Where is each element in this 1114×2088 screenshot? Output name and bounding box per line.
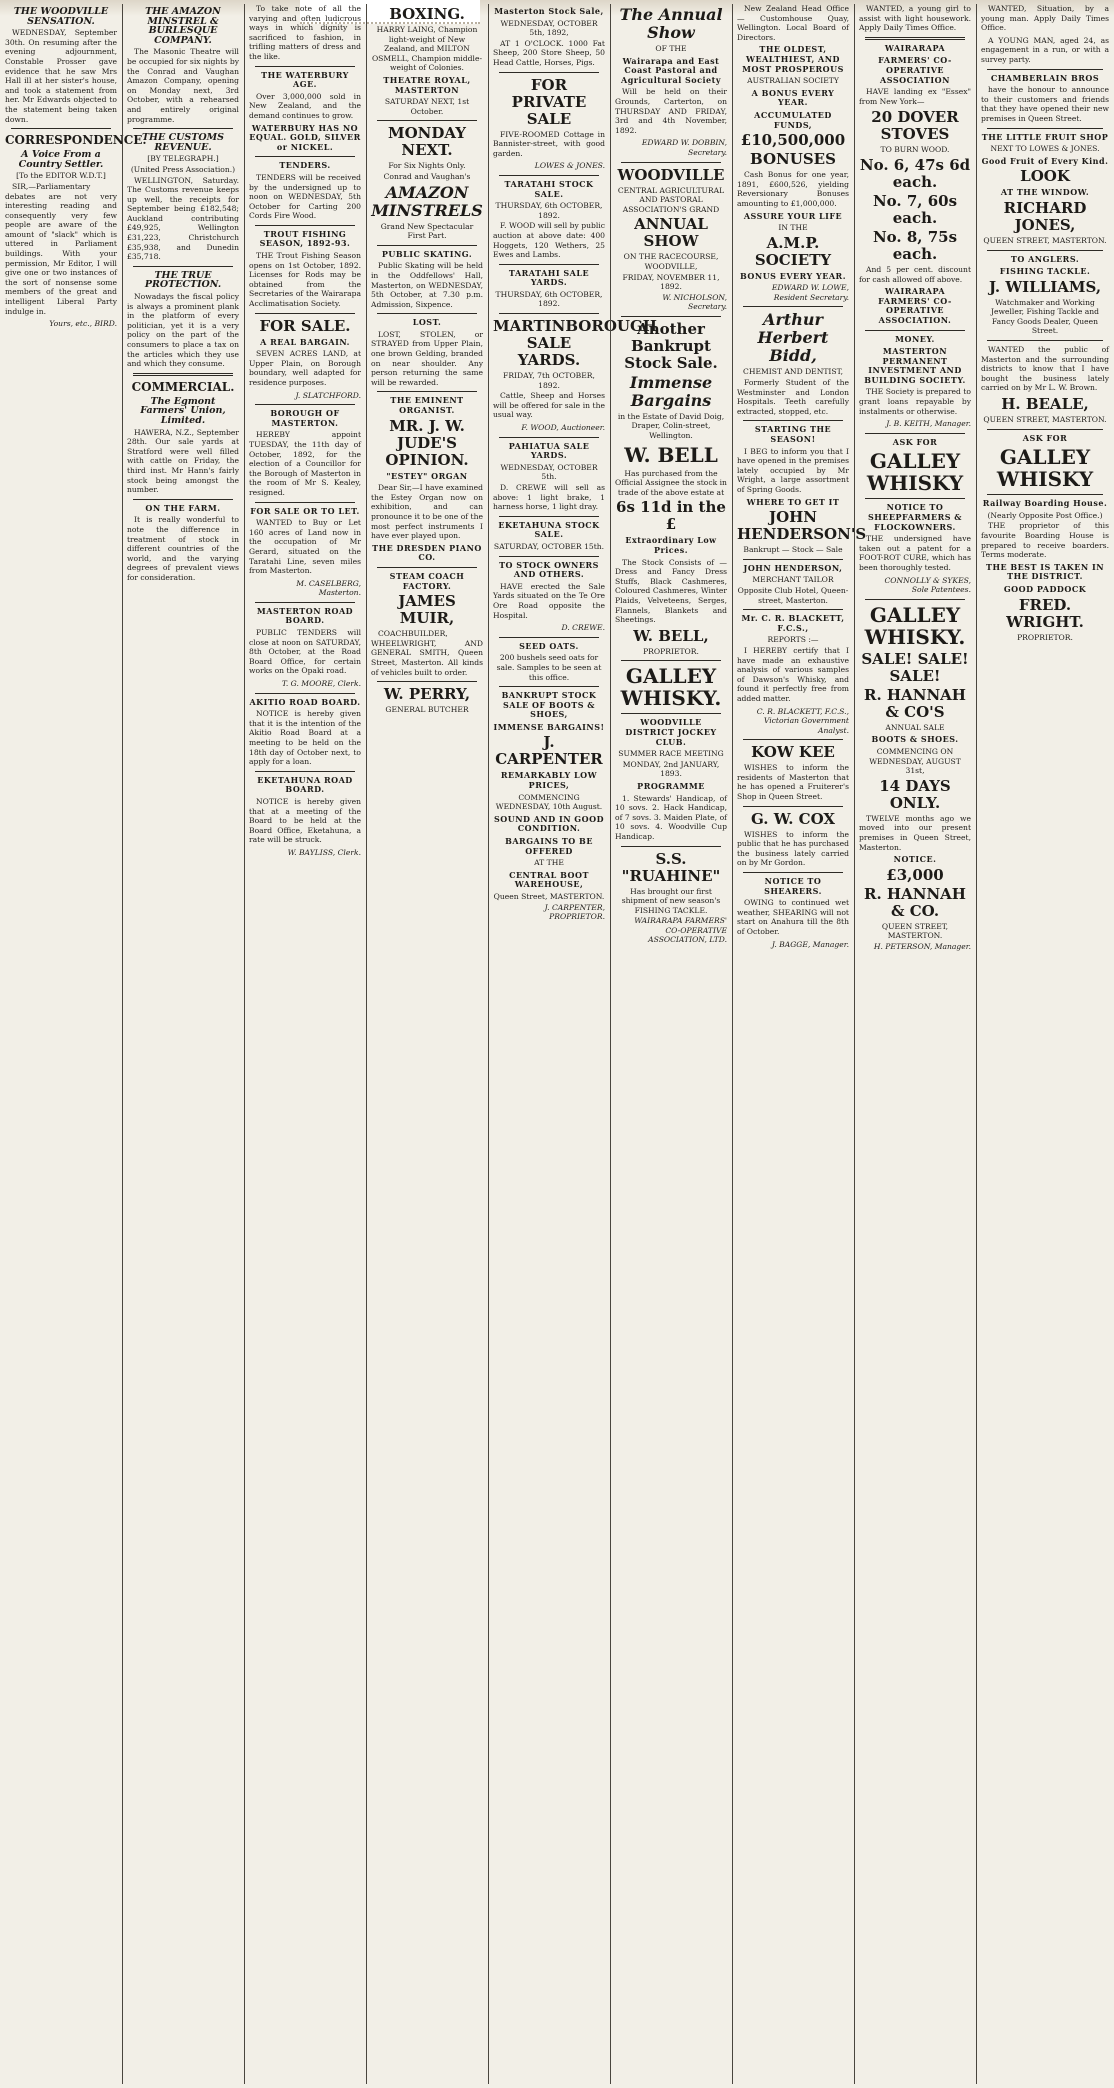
ad-bargain-subheading: A REAL BARGAIN. bbox=[260, 336, 350, 347]
divider bbox=[865, 498, 965, 499]
ad-bonus-every-year-2: BONUS EVERY YEAR. bbox=[740, 270, 846, 281]
ad-galley-whisky-2: GALLEY WHISKY. bbox=[864, 602, 966, 649]
divider bbox=[743, 806, 843, 807]
ad-body: I BEG to inform you that I have opened in the premises lately occupied by Mr Wright, a large assortment of Spring Goods. bbox=[737, 446, 849, 494]
ad-subtitle: REPORTS :— bbox=[767, 635, 819, 645]
ad-pastoral-society: Wairarapa and East Coast Pastoral and Agricultural Society bbox=[621, 55, 721, 85]
ad-bankrupt-boots: BANKRUPT STOCK SALE OF BOOTS & SHOES, bbox=[501, 690, 597, 720]
column-8 bbox=[856, 4, 974, 2084]
ad-dover-stoves: 20 DOVER STOVES bbox=[871, 108, 959, 144]
ad-body: Cattle, Sheep and Horses will be offered for sale in the usual way. bbox=[493, 391, 605, 420]
column-rule bbox=[610, 4, 611, 2084]
ad-good-paddock: GOOD PADDOCK bbox=[1003, 583, 1087, 594]
divider bbox=[255, 66, 355, 67]
ad-body: WISHES to inform the residents of Masterton that he has opened a Fruiterer's Shop in Queen Street. bbox=[737, 763, 849, 802]
ad-signature: J. CARPENTER, PROPRIETOR. bbox=[544, 902, 605, 922]
divider bbox=[743, 306, 843, 307]
divider bbox=[865, 330, 965, 331]
ad-date: WEDNESDAY, OCTOBER 5th, 1892, bbox=[500, 18, 598, 38]
ad-j-carpenter: J. CARPENTER bbox=[495, 733, 603, 769]
ad-subtitle: OF THE bbox=[655, 44, 687, 53]
ad-ruahine: S.S. "RUAHINE" bbox=[621, 849, 721, 885]
ad-look: LOOK bbox=[1020, 167, 1070, 186]
divider bbox=[377, 120, 477, 121]
ad-body: New Zealand Head Office — Customhouse Quay, Wellington. Local Board of Directors. bbox=[737, 4, 849, 42]
ad-amp-society: A.M.P. SOCIETY bbox=[754, 233, 832, 269]
ad-dresden-piano: THE DRESDEN PIANO CO. bbox=[372, 542, 482, 563]
divider bbox=[621, 162, 721, 163]
column-9 bbox=[978, 4, 1112, 2084]
ad-body: HAVE landing ex "Essex" from New York— bbox=[859, 87, 971, 106]
ad-accumulated-funds: ACCUMULATED FUNDS, bbox=[754, 109, 832, 130]
ad-ask-for: ASK FOR bbox=[1022, 432, 1068, 443]
ad-signature: CONNOLLY & SYKES, Sole Patentees. bbox=[884, 575, 971, 595]
letter-signature: Yours, etc., BIRD. bbox=[49, 319, 117, 329]
ad-notice: NOTICE. bbox=[893, 854, 937, 865]
ad-signature: J. B. KEITH, Manager. bbox=[886, 419, 971, 429]
ad-price: 6s 11d in the £ bbox=[616, 498, 726, 534]
ad-body: WISHES to inform the public that he has purchased the business lately carried on by Mr Gordon. bbox=[737, 829, 849, 868]
divider bbox=[255, 693, 355, 694]
ad-blackett: Mr. C. R. BLACKETT, F.C.S., bbox=[741, 613, 845, 633]
ad-body: Dear Sir,—I have examined the Estey Organ now on exhibition, and can pronounce it to be one of the most perfect instruments I have ever played upon. bbox=[371, 483, 483, 541]
ad-monday-next: MONDAY NEXT. bbox=[388, 124, 466, 160]
ad-body: And 5 per cent. discount for cash allowed off above. bbox=[859, 264, 971, 284]
ad-central-boot-warehouse: CENTRAL BOOT WAREHOUSE, bbox=[509, 869, 589, 890]
divider bbox=[133, 373, 233, 376]
notice-body: NOTICE is hereby given that at a meeting of the Board to be held at the Board Office, Eketahuna, a rate will be struck. bbox=[249, 796, 361, 845]
headline-on-the-farm: ON THE FARM. bbox=[145, 502, 221, 513]
ad-body: THE Society is prepared to grant loans repayable by instalments or otherwise. bbox=[859, 387, 971, 416]
ad-starting-season: STARTING THE SEASON! bbox=[754, 424, 832, 445]
letter-title: A Voice From a Country Settler. bbox=[18, 149, 104, 170]
ad-body: Has purchased from the Official Assignee the stock in trade of the above estate at bbox=[615, 468, 727, 497]
ad-signature: J. SLATCHFORD. bbox=[295, 390, 361, 400]
ad-oldest-wealthiest: THE OLDEST, WEALTHIEST, AND MOST PROSPEROUS bbox=[742, 44, 844, 74]
ad-notice-sheepfarmers: NOTICE TO SHEEPFARMERS & FLOCKOWNERS. bbox=[868, 502, 962, 532]
column-rule bbox=[976, 4, 977, 2084]
ad-body: Will be held on their Grounds, Carterton, on THURSDAY AND FRIDAY, 3rd and 4th November, 1892. bbox=[615, 87, 727, 135]
ad-body: I HEREBY certify that I have made an exhaustive analysis of various samples of Dawson's Whisky, and found it perfectly free from added matter. bbox=[737, 645, 849, 703]
ad-amount: £3,000 bbox=[886, 865, 944, 884]
ad-body: THE proprietor of this favourite Boarding House is prepared to receive boarders. Terms moderate. bbox=[981, 521, 1109, 560]
ad-taratahi-stock-sale: TARATAHI STOCK SALE. bbox=[504, 178, 594, 199]
ad-body: 200 bushels seed oats for sale. Samples to be seen at this office. bbox=[496, 653, 602, 682]
divider bbox=[499, 516, 599, 517]
ad-subtitle: PROPRIETOR. bbox=[643, 646, 699, 656]
divider bbox=[499, 556, 599, 557]
ad-james-muir: JAMES MUIR, bbox=[398, 592, 456, 628]
ad-w-perry: W. PERRY, bbox=[383, 685, 471, 704]
ad-for-sale-heading: FOR SALE. bbox=[259, 316, 351, 335]
ad-eketahuna-stock-sale: EKETAHUNA STOCK SALE. bbox=[498, 519, 600, 540]
column-4 bbox=[368, 4, 486, 2084]
headline-customs-revenue: THE CUSTOMS REVENUE. bbox=[141, 132, 225, 153]
divider bbox=[499, 637, 599, 638]
column-1 bbox=[2, 4, 147, 2084]
ad-subtitle: IN THE bbox=[778, 223, 808, 233]
divider bbox=[743, 559, 843, 560]
ad-annual-show: The Annual Show bbox=[619, 5, 723, 42]
ad-woodville: WOODVILLE bbox=[617, 165, 725, 184]
ad-estey-organ: "ESTEY" ORGAN bbox=[386, 470, 468, 481]
ad-r-hannah-footer: R. HANNAH & CO. bbox=[864, 884, 966, 920]
ad-subtitle: PROPRIETOR. bbox=[1017, 632, 1073, 642]
column-rule bbox=[854, 4, 855, 2084]
ad-body: WANTED to Buy or Let 160 acres of Land now in the occupation of Mr Gerard, situated on the Taratahi Line, seven miles from Masterton. bbox=[249, 518, 361, 576]
ad-taratahi-sale-yards: TARATAHI SALE YARDS. bbox=[508, 267, 590, 288]
column-rule bbox=[122, 4, 123, 2084]
divider bbox=[255, 225, 355, 226]
notice-masterton-road-board: MASTERTON ROAD BOARD. bbox=[256, 605, 354, 626]
ad-galley-whisky: GALLEY WHISKY bbox=[996, 445, 1094, 492]
divider bbox=[987, 494, 1103, 495]
divider bbox=[865, 37, 965, 40]
article-body: Nowadays the fiscal policy is always a prominent plank in the platform of every politician, yet it is a very policy on the part of the consumers to place a tax on the articles which they use and which they consume. bbox=[127, 292, 239, 369]
ad-w-bell-footer: W. BELL, bbox=[633, 626, 709, 645]
ad-body: WANTED the public of Masterton and the surrounding districts to know that I have bought the business lately carried on by Mr L. W. Brown. bbox=[981, 345, 1109, 393]
ad-tenders-heading: TENDERS. bbox=[279, 160, 331, 171]
divider bbox=[987, 69, 1103, 70]
notice-borough-heading: BOROUGH OF MASTERTON. bbox=[270, 408, 340, 428]
ad-signature: D. CREWE. bbox=[561, 623, 605, 633]
column-6 bbox=[612, 4, 730, 2084]
divider bbox=[377, 313, 477, 314]
ad-money: MONEY. bbox=[895, 333, 935, 344]
divider bbox=[377, 391, 477, 392]
divider bbox=[499, 72, 599, 73]
ad-stove-price-8: No. 8, 75s each. bbox=[872, 227, 958, 263]
ad-assure-your-life: ASSURE YOUR LIFE bbox=[743, 210, 843, 221]
notice-body: PUBLIC TENDERS will close at noon on SATURDAY, 8th October, at the Road Board Office, for certain works on the Opaki road. bbox=[249, 628, 361, 676]
ad-body: Watchmaker and Working Jeweller, Fishing Tackle and Fancy Goods Dealer, Queen Street. bbox=[990, 297, 1100, 336]
ad-galley-whisky: GALLEY WHISKY. bbox=[620, 664, 722, 711]
ad-ask-for: ASK FOR bbox=[892, 436, 938, 447]
ad-body: TENDERS will be received by the undersigned up to noon on WEDNESDAY, 5th October for Carting 200 Cords Fire Wood. bbox=[249, 172, 361, 221]
divider bbox=[987, 340, 1103, 341]
ad-subtitle: Conrad and Vaughan's bbox=[383, 171, 471, 181]
ad-venue: THEATRE ROYAL, MASTERTON bbox=[383, 74, 471, 95]
ad-date: COMMENCING ON WEDNESDAY, AUGUST 31st, bbox=[869, 746, 961, 776]
ad-richard-jones: RICHARD JONES, bbox=[1003, 198, 1087, 234]
ad-signature: C. R. BLACKETT, F.C.S., Victorian Government Analyst. bbox=[756, 706, 849, 735]
ad-bonus-every-year: A BONUS EVERY YEAR. bbox=[751, 87, 835, 108]
divider bbox=[499, 313, 599, 314]
headline-true-protection: THE TRUE PROTECTION. bbox=[144, 269, 222, 291]
divider bbox=[621, 316, 721, 317]
ad-subtitle: NEXT TO LOWES & JONES. bbox=[990, 144, 1100, 154]
divider bbox=[865, 433, 965, 434]
ad-subtitle: CENTRAL AGRICULTURAL AND PASTORAL ASSOCIATION'S GRAND bbox=[617, 185, 725, 214]
ad-programme: PROGRAMME bbox=[637, 780, 705, 791]
divider bbox=[499, 264, 599, 265]
divider bbox=[255, 313, 355, 314]
ad-boxing-heading: BOXING. bbox=[389, 5, 465, 23]
ad-subtitle: TO BURN WOOD. bbox=[880, 145, 950, 155]
ad-signature: H. PETERSON, Manager. bbox=[873, 941, 971, 951]
ad-r-hannah: R. HANNAH & CO'S bbox=[864, 685, 966, 721]
ad-body: WANTED, Situation, by a young man. Apply Daily Times Office. bbox=[981, 4, 1109, 33]
column-7 bbox=[734, 4, 867, 2084]
ad-stock-owners: TO STOCK OWNERS AND OTHERS. bbox=[499, 559, 599, 580]
ad-body: THE undersigned have taken out a patent for a FOOT-ROT CURE, which has been thoroughly tested. bbox=[859, 534, 971, 572]
ad-boots-shoes: BOOTS & SHOES. bbox=[871, 734, 959, 745]
ad-body: THE Trout Fishing Season opens on 1st October, 1892. Licenses for Rods may be obtained from the Secretaries of the Wairarapa Acclimatisation Society. bbox=[249, 251, 361, 309]
divider bbox=[743, 609, 843, 610]
divider bbox=[133, 266, 233, 267]
ad-farmers-cooperative: FARMERS' CO-OPERATIVE ASSOCIATION bbox=[878, 55, 952, 85]
ad-body: in the Estate of David Doig, Draper, Colin-street, Wellington. bbox=[617, 411, 725, 441]
ad-body: HAVE erected the Sale Yards situated on the Te Ore Ore Road opposite the Hospital. bbox=[493, 581, 605, 620]
divider bbox=[133, 499, 233, 500]
ad-date: WEDNESDAY, OCTOBER 5th. bbox=[500, 462, 598, 482]
divider bbox=[621, 846, 721, 847]
ad-stove-price-6: No. 6, 47s 6d each. bbox=[859, 155, 971, 191]
ad-body: TWELVE months ago we moved into our present premises in Queen Street, Masterton. bbox=[859, 813, 971, 852]
column-5 bbox=[490, 4, 657, 2084]
ad-notice-shearers: NOTICE TO SHEARERS. bbox=[764, 876, 822, 896]
ad-signature: WAIRARAPA FARMERS' CO-OPERATIVE ASSOCIATION, LTD. bbox=[634, 916, 727, 945]
ad-steam-coach: STEAM COACH FACTORY. bbox=[389, 570, 465, 591]
ad-signature: EDWARD W. LOWE, Resident Secretary. bbox=[771, 283, 849, 302]
ad-date: THURSDAY, 6th OCTOBER, 1892. bbox=[495, 201, 603, 220]
ad-subtitle: CHEMIST AND DENTIST, bbox=[743, 367, 843, 377]
ad-subtitle: For Six Nights Only. bbox=[388, 161, 466, 171]
ad-immense-bargains: IMMENSE BARGAINS! bbox=[493, 721, 605, 732]
ad-bankrupt-stock-sale: Another Bankrupt Stock Sale. bbox=[624, 319, 718, 372]
ad-low-prices: Extraordinary Low Prices. bbox=[625, 535, 717, 556]
article-body: WEDNESDAY, September 30th. On resuming after the evening adjournment, Constable Prosser gave evidence that he saw Mrs Hall ill at her sister's house, and took a statement from her. Mr Edwards objected to the statement being taken down. bbox=[5, 28, 117, 124]
telegraph-tag: [BY TELEGRAPH.] bbox=[147, 154, 219, 164]
ad-signature: J. BAGGE, Manager. bbox=[771, 939, 849, 949]
divider bbox=[377, 567, 477, 568]
ad-subtitle: (Nearly Opposite Post Office.) bbox=[987, 510, 1103, 520]
notice-body: NOTICE is hereby given that it is the intention of the Akitio Road Board at a meeting to be held on the 18th day of October next, to apply for a loan. bbox=[249, 709, 361, 767]
ad-public-skating: PUBLIC SKATING. bbox=[381, 248, 473, 259]
ad-railway-boarding-house: Railway Boarding House. bbox=[982, 498, 1108, 509]
column-rule bbox=[366, 4, 367, 2084]
ad-wairarapa-footer: WAIRARAPA FARMERS' CO-OPERATIVE ASSOCIATION. bbox=[878, 286, 952, 325]
ad-body: COACHBUILDER, WHEELWRIGHT, AND GENERAL SMITH, Queen Street, Masterton. All kinds of vehicles built to order. bbox=[371, 629, 483, 677]
ad-body: SEVEN ACRES LAND, at Upper Plain, on Borough boundary, well adapted for residence purposes. bbox=[249, 349, 361, 387]
ad-seed-oats: SEED OATS. bbox=[519, 640, 579, 651]
ad-stove-price-7: No. 7, 60s each. bbox=[872, 191, 958, 227]
ad-w-bell: W. BELL bbox=[624, 442, 718, 467]
ad-body: Has brought our first shipment of new season's FISHING TACKLE. bbox=[621, 886, 721, 915]
headline-amazon-minstrel: THE AMAZON MINSTREL & BURLESQUE COMPANY. bbox=[145, 6, 221, 46]
column-3 bbox=[246, 4, 364, 2084]
ad-pahiatua-sale-yards: PAHIATUA SALE YARDS. bbox=[508, 440, 590, 461]
headline-egmont-farmers: The Egmont Farmers' Union, Limited. bbox=[140, 395, 226, 426]
ad-organist-heading: THE EMINENT ORGANIST. bbox=[390, 395, 464, 416]
ad-body: Opposite Club Hotel, Queen-street, Masterton. bbox=[737, 585, 849, 605]
ad-subtitle: AT THE bbox=[534, 858, 564, 868]
ad-chamberlain-bros: CHAMBERLAIN BROS bbox=[990, 72, 1100, 83]
ad-signature: M. CASELBERG, Masterton. bbox=[296, 578, 361, 598]
ad-immense-bargains: Immense Bargains bbox=[629, 372, 713, 410]
ad-h-beale: H. BEALE, bbox=[1001, 395, 1089, 414]
ad-john-henderson: JOHN HENDERSON'S bbox=[737, 508, 867, 544]
ad-body: HARRY LAING, Champion light-weight of New Zealand, and MILTON OSMELL, Champion middle-weight of Colonies. bbox=[371, 25, 483, 73]
ad-subtitle: Bankrupt — Stock — Sale bbox=[743, 545, 843, 555]
ad-body: have the honour to announce to their customers and friends that they have opened their new premises in Queen Street. bbox=[981, 85, 1109, 123]
section-commercial: COMMERCIAL. bbox=[131, 379, 235, 394]
ad-low-prices: REMARKABLY LOW PRICES, bbox=[500, 770, 598, 791]
ad-kow-kee: KOW KEE bbox=[751, 743, 835, 762]
ad-at-the-window: AT THE WINDOW. bbox=[1000, 187, 1090, 198]
ad-waterbury-heading: THE WATERBURY AGE. bbox=[261, 69, 349, 90]
ad-subtitle: AUSTRALIAN SOCIETY bbox=[747, 76, 839, 86]
ad-sale-or-let-heading: FOR SALE OR TO LET. bbox=[250, 505, 360, 516]
notice-body: HEREBY appoint TUESDAY, the 11th day of October, 1892, for the election of a Councillor for the Borough of Masterton in the room of Mr S. Kealey, resigned. bbox=[249, 430, 361, 497]
ad-body: WANTED, a young girl to assist with light housework. Apply Daily Times Office. bbox=[859, 4, 971, 33]
ad-date: SATURDAY, OCTOBER 15th. bbox=[493, 541, 605, 551]
ad-body: LOST, STOLEN, or STRAYED from Upper Plain, one brown Gelding, branded on near shoulder. Any person returning the same will be rewarded. bbox=[371, 329, 483, 387]
ad-signature: W. NICHOLSON, Secretary. bbox=[662, 292, 727, 312]
ad-subtitle: GENERAL BUTCHER bbox=[385, 705, 469, 715]
divider bbox=[621, 713, 721, 714]
divider bbox=[865, 599, 965, 600]
ad-date: THURSDAY, 6th OCTOBER, 1892. bbox=[495, 289, 603, 309]
ad-bonuses: BONUSES bbox=[750, 150, 836, 169]
ad-body: OWING to continued wet weather, SHEARING will not start on Anahura till the 8th of October. bbox=[737, 898, 849, 936]
divider bbox=[987, 128, 1103, 129]
ad-date: COMMENCING WEDNESDAY, 10th August. bbox=[495, 792, 603, 812]
ad-martinborough-sale-yards: MARTINBOROUGH SALE YARDS. bbox=[493, 317, 657, 370]
ad-subtitle: ON THE RACECOURSE, WOODVILLE, bbox=[623, 252, 719, 271]
ad-subtitle: SUMMER RACE MEETING bbox=[618, 749, 724, 759]
divider bbox=[987, 429, 1103, 430]
column-rule bbox=[244, 4, 245, 2084]
ad-subtitle: Queen Street, MASTERTON. bbox=[493, 892, 605, 901]
divider bbox=[743, 872, 843, 873]
ad-subtitle: ANNUAL SALE bbox=[885, 722, 945, 732]
ad-masterton-stock-sale: Masterton Stock Sale, bbox=[494, 6, 604, 16]
ad-amazon-minstrels: AMAZON MINSTRELS bbox=[371, 182, 483, 220]
ad-signature: F. WOOD, Auctioneer. bbox=[521, 423, 605, 433]
column-2 bbox=[124, 4, 242, 2084]
ad-trout-fishing-heading: TROUT FISHING SEASON, 1892-93. bbox=[259, 228, 351, 249]
ad-sound-condition: SOUND AND IN GOOD CONDITION. bbox=[493, 813, 605, 834]
article-body: To take note of all the varying and often ludicrous ways in which dignity is sacrificed to fashion, in trifling matters of dress and the like. bbox=[249, 4, 361, 61]
article-body: It is really wonderful to note the difference in treatment of stock in different countries of the world, and the varying degrees of prevalent views for consideration. bbox=[127, 515, 239, 582]
ad-body: 1. Stewards' Handicap, of 10 sovs. 2. Hack Handicap, of 7 sovs. 3. Maiden Plate, of 10 sovs. 4. Woodville Cup Handicap. bbox=[615, 793, 727, 841]
ad-body: AT 1 O'CLOCK. 1000 Fat Sheep, 200 Store Sheep, 50 Head Cattle, Horses, Pigs. bbox=[493, 38, 605, 67]
press-source: (United Press Association.) bbox=[130, 164, 236, 174]
ad-subtitle: QUEEN STREET, MASTERTON. bbox=[983, 415, 1107, 425]
ad-where-to-get-it: WHERE TO GET IT bbox=[746, 496, 840, 507]
section-correspondence: CORRESPONDENCE. bbox=[5, 133, 147, 148]
ad-bargains-offered: BARGAINS TO BE OFFERED bbox=[505, 836, 593, 856]
notice-eketahuna-road-board: EKETAHUNA ROAD BOARD. bbox=[257, 774, 353, 795]
divider bbox=[743, 420, 843, 421]
divider bbox=[255, 771, 355, 772]
ad-to-anglers: TO ANGLERS. bbox=[1010, 253, 1080, 264]
notice-signature: T. G. MOORE, Clerk. bbox=[281, 679, 361, 689]
ad-signature: LOWES & JONES. bbox=[534, 161, 605, 171]
divider bbox=[11, 128, 111, 129]
ad-body: F. WOOD will sell by public auction at above date: 400 Hoggets, 120 Wethers, 25 Ewes and Lambs. bbox=[493, 221, 605, 260]
ad-good-fruit: Good Fruit of Every Kind. bbox=[981, 155, 1109, 166]
ad-jockey-club: WOODVILLE DISTRICT JOCKEY CLUB. bbox=[625, 717, 717, 747]
ad-body: A YOUNG MAN, aged 24, as engagement in a run, or with a survey party. bbox=[981, 35, 1109, 64]
divider bbox=[255, 156, 355, 157]
headline-woodville-sensation: THE WOODVILLE SENSATION. bbox=[13, 6, 109, 27]
notice-signature: W. BAYLISS, Clerk. bbox=[287, 847, 361, 857]
ad-galley-whisky: GALLEY WHISKY bbox=[866, 449, 964, 496]
article-body: HAWERA, N.Z., September 28th. Our sale yards at Stratford were well filled with cattle on Friday, the third inst. Mr Hann's fairly stock being amongst the number. bbox=[127, 427, 239, 495]
ad-arthur-bidd: Arthur Herbert Bidd, bbox=[757, 310, 829, 366]
ad-date: MONDAY, 2nd JANUARY, 1893. bbox=[622, 759, 720, 779]
ad-body: Over 3,000,000 sold in New Zealand, and the demand continues to grow. bbox=[249, 91, 361, 120]
divider bbox=[499, 437, 599, 438]
ad-sale-sale-sale: SALE! SALE! SALE! bbox=[861, 649, 969, 685]
divider bbox=[743, 739, 843, 740]
ad-signature: EDWARD W. DOBBIN, Secretary. bbox=[641, 138, 727, 157]
letter-body: SIR,—Parliamentary debates are not very interesting reading and consequently very few people are aware of the amount of "slack" which is uttered in Parliament buildings. With your permission, Mr Editor, I will give one or two instances of the sort of nonsense some members of the great and intelligent Liberal Party indulge in. bbox=[5, 181, 117, 316]
ad-jude-opinion: MR. J. W. JUDE'S OPINION. bbox=[385, 416, 469, 469]
ad-j-williams: J. WILLIAMS, bbox=[988, 277, 1102, 296]
divider bbox=[377, 681, 477, 682]
notice-akitio-road-board: AKITIO ROAD BOARD. bbox=[249, 696, 361, 707]
ad-date: FRIDAY, NOVEMBER 11, 1892. bbox=[622, 272, 720, 292]
divider bbox=[255, 502, 355, 503]
column-rule bbox=[488, 4, 489, 2084]
ad-body: D. CREWE will sell as above: 1 light brake, 1 harness horse, 1 light dray. bbox=[493, 483, 605, 512]
ad-body: Formerly Student of the Westminster and London Hospitals. Teeth carefully extracted, stopped, etc. bbox=[737, 378, 849, 416]
ad-subtitle: MERCHANT TAILOR bbox=[752, 575, 834, 585]
ad-waterbury-tagline: WATERBURY HAS NO EQUAL. GOLD, SILVER or NICKEL. bbox=[249, 122, 361, 152]
column-rule bbox=[732, 4, 733, 2084]
ad-date: FRIDAY, 7th OCTOBER, 1892. bbox=[503, 371, 595, 390]
ad-building-society: MASTERTON PERMANENT INVESTMENT AND BUILDING SOCIETY. bbox=[864, 346, 966, 385]
ad-fred-wright: FRED. WRIGHT. bbox=[1006, 595, 1084, 631]
article-body: The Masonic Theatre will be occupied for six nights by the Conrad and Vaughan Amazon Company, opening on Monday next, 3rd October, with a rehearsed and entirely original programme. bbox=[127, 47, 239, 124]
divider bbox=[499, 175, 599, 176]
ad-date: SATURDAY NEXT, 1st October. bbox=[384, 97, 470, 116]
ad-subtitle: QUEEN STREET, MASTERTON. bbox=[983, 235, 1107, 245]
divider bbox=[255, 404, 355, 405]
divider bbox=[377, 245, 477, 246]
divider bbox=[621, 660, 721, 661]
divider bbox=[987, 250, 1103, 251]
ad-14-days-only: 14 DAYS ONLY. bbox=[879, 776, 951, 812]
ad-fishing-tackle: FISHING TACKLE. bbox=[999, 266, 1091, 277]
ad-g-w-cox: G. W. COX bbox=[750, 809, 836, 828]
ad-body: Cash Bonus for one year, 1891, £600,526, yielding Reversionary Bonuses amounting to £1,000,000. bbox=[737, 170, 849, 208]
ad-body: Public Skating will be held in the Oddfellows' Hall, Masterton, on WEDNESDAY, 5th October, at 7.30 p.m. Admission, Sixpence. bbox=[371, 261, 483, 309]
ad-funds-amount: £10,500,000 bbox=[740, 131, 846, 150]
ad-wairarapa: WAIRARAPA bbox=[884, 42, 946, 53]
ad-subtitle: Grand New Spectacular First Part. bbox=[380, 221, 474, 241]
divider bbox=[133, 128, 233, 129]
ad-body: The Stock Consists of — Dress and Fancy Dress Stuffs, Black Cashmeres, Coloured Cashmeres, Winter Plaids, Velveteens, Serges, Flannels, Blankets and Sheetings. bbox=[615, 557, 727, 625]
letter-address: [To the EDITOR W.D.T.] bbox=[16, 171, 106, 181]
article-body: WELLINGTON, Saturday. The Customs revenue keeps up well, the receipts for September being £182,548; Auckland contributing £49,925, Wellington £31,223, Christchurch £35,938, and Dunedin £35,718. bbox=[127, 175, 239, 262]
ad-annual-show-woodville: ANNUAL SHOW bbox=[634, 215, 708, 251]
ad-john-henderson-footer: JOHN HENDERSON, bbox=[743, 562, 843, 573]
ad-little-fruit-shop: THE LITTLE FRUIT SHOP bbox=[981, 131, 1109, 142]
divider bbox=[255, 602, 355, 603]
divider bbox=[499, 686, 599, 687]
ad-subtitle: QUEEN STREET, MASTERTON. bbox=[881, 921, 949, 941]
ad-private-sale: FOR PRIVATE SALE bbox=[511, 75, 587, 128]
ad-best-in-district: THE BEST IS TAKEN IN THE DISTRICT. bbox=[986, 561, 1104, 582]
ad-body: FIVE-ROOMED Cottage in Bannister-street, with good garden. bbox=[493, 129, 605, 158]
ad-lost: LOST. bbox=[412, 317, 442, 328]
